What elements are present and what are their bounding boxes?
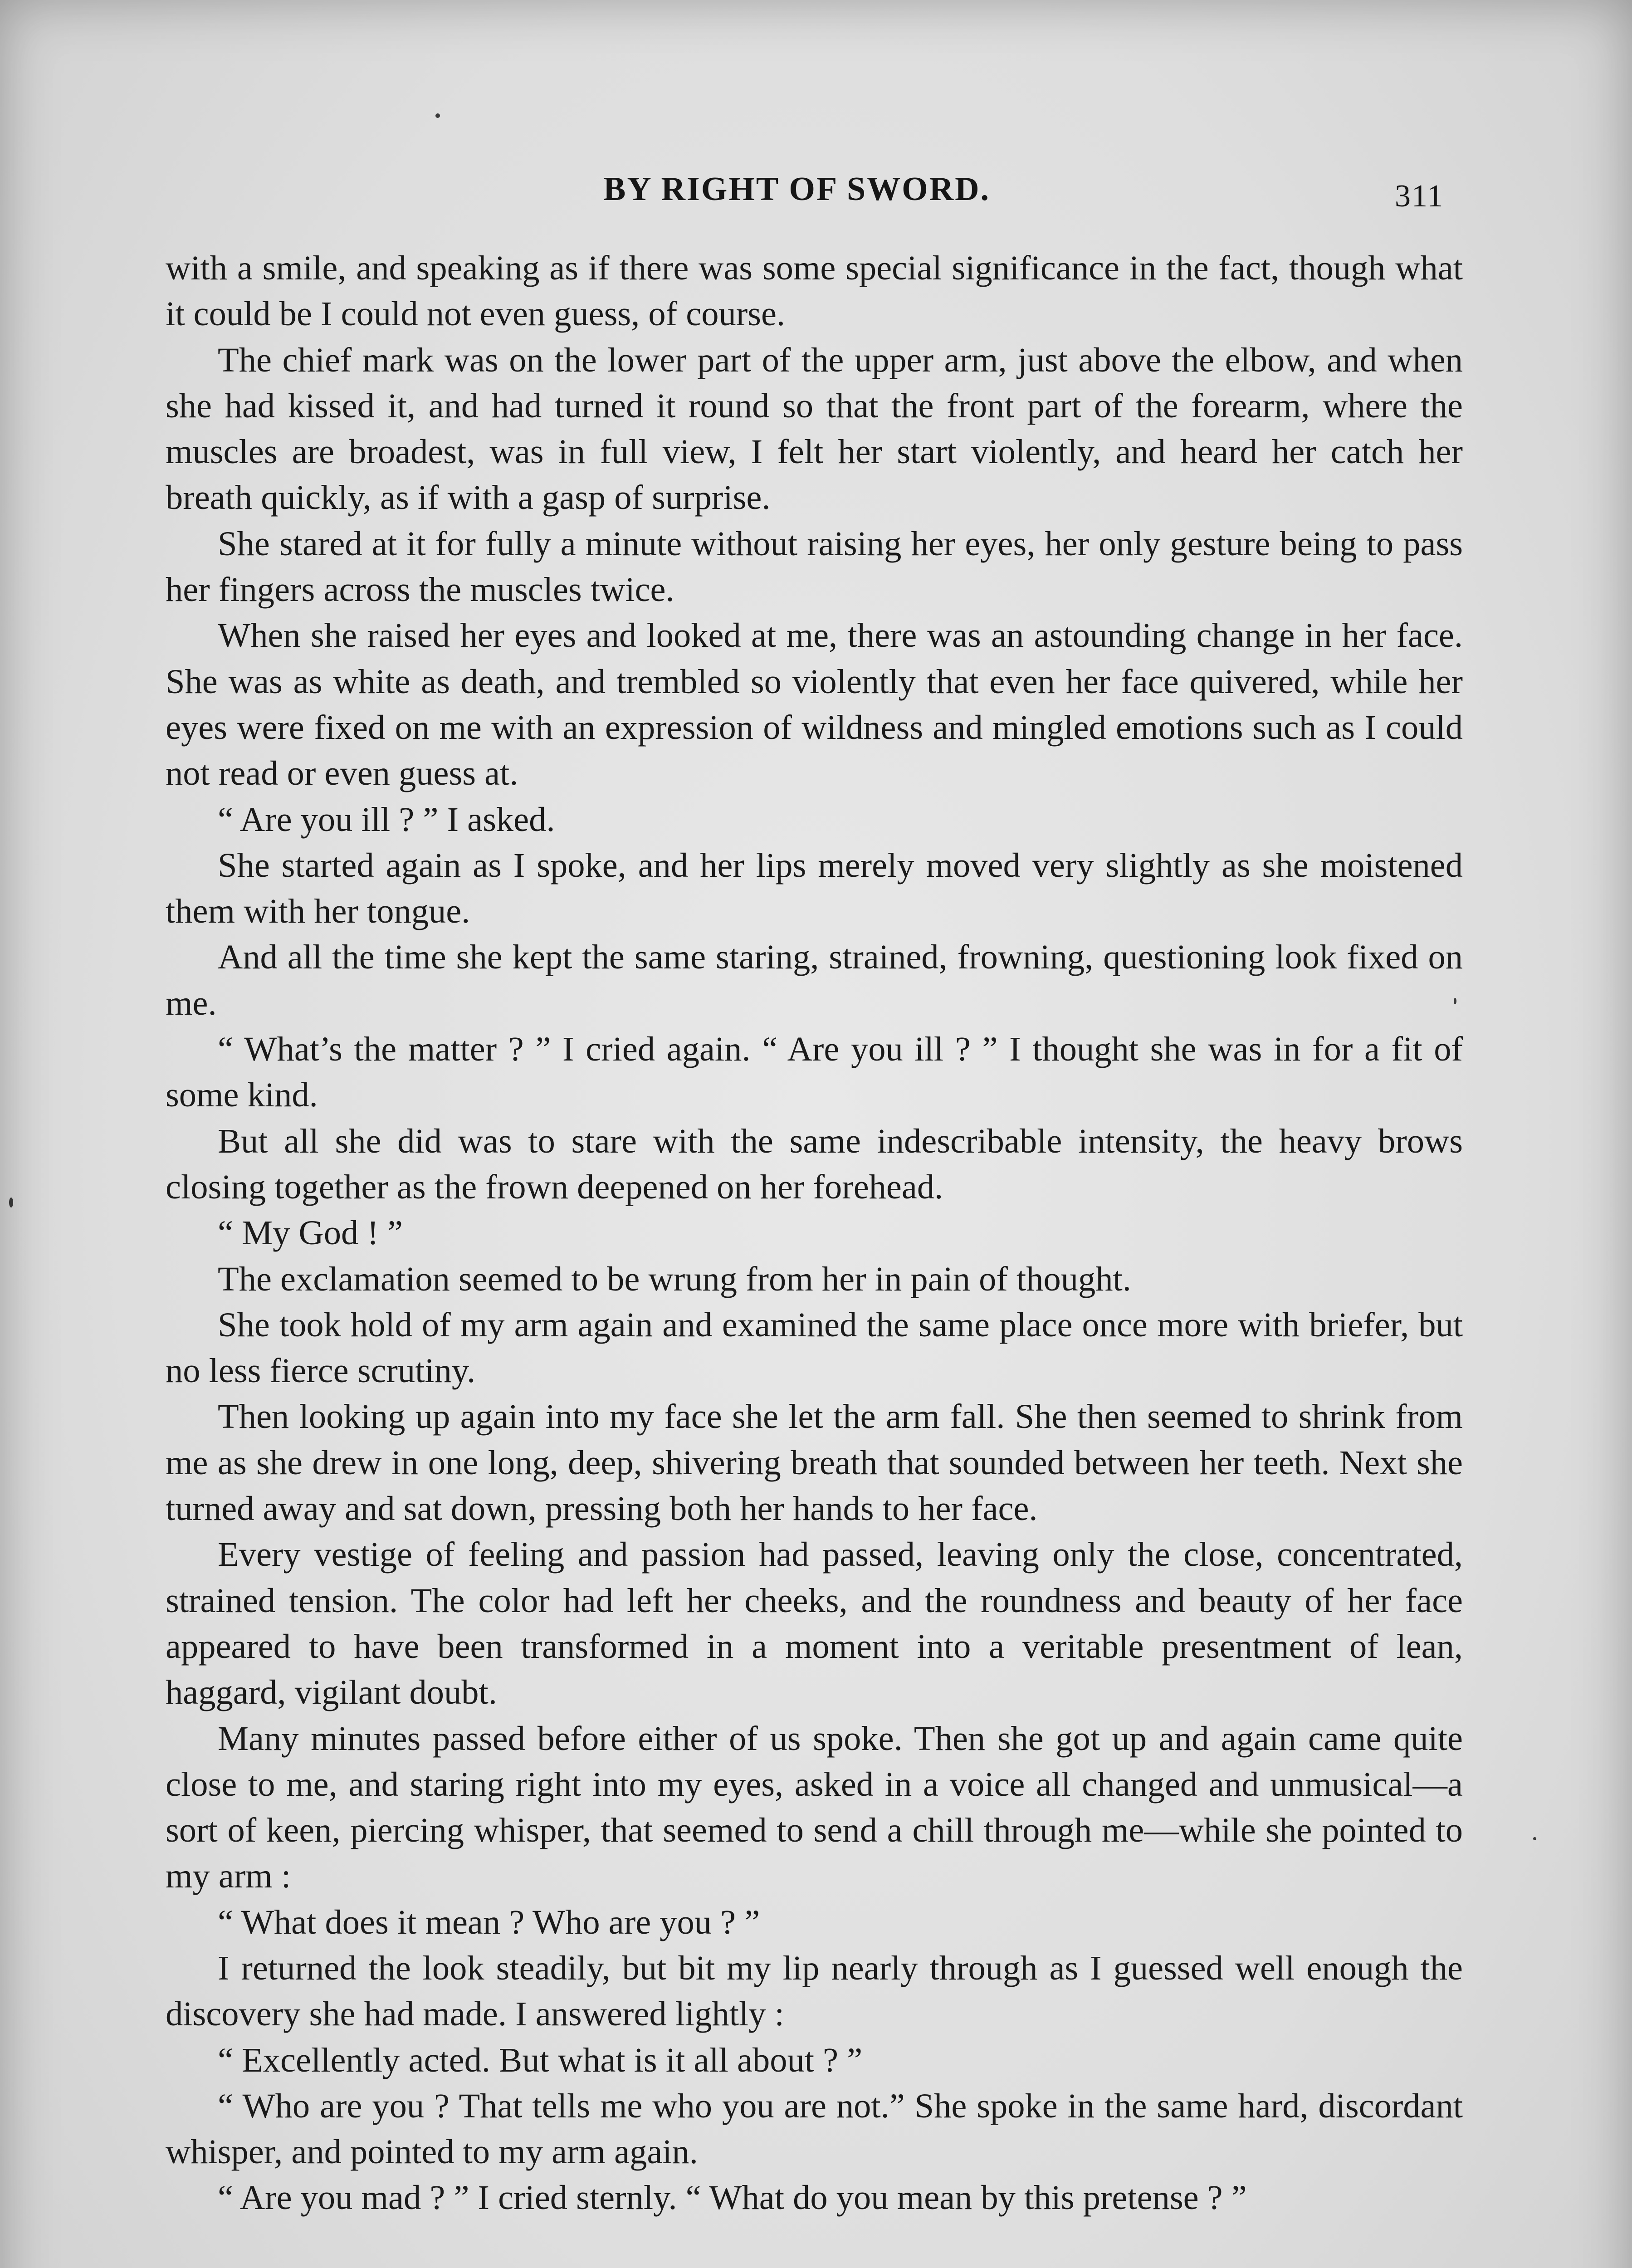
paragraph: When she raised her eyes and looked at me, there was an astounding change in her face. She was as white as death, and trembled so violently that even her face quivered, while her eyes were fixed on me with an expression of wildness and mingled emotions such as I could not read or even guess at. [166, 616, 1463, 793]
page-number: 311 [1395, 179, 1444, 214]
paragraph: She stared at it for fully a minute without raising her eyes, her only gesture being to pass her fingers across the muscles twice. [166, 524, 1463, 609]
paper-speck [1533, 1837, 1536, 1840]
running-head [0, 170, 1632, 220]
paragraph: She started again as I spoke, and her lips merely moved very slightly as she moistened them with her tongue. [166, 846, 1463, 931]
paragraph: And all the time she kept the same staring, strained, frowning, questioning look fixed on me. [166, 938, 1463, 1022]
paragraph: The exclamation seemed to be wrung from her in pain of thought. [218, 1259, 1131, 1298]
paragraph: “ What’s the matter ? ” I cried again. “ Are you ill ? ” I thought she was in for a fit of some kind. [166, 1030, 1463, 1114]
paragraph: “ Excellently acted. But what is it all about ? ” [218, 2040, 863, 2079]
paragraph: She took hold of my arm again and examined the same place once more with briefer, but no less fierce scrutiny. [166, 1305, 1463, 1390]
paragraph: Every vestige of feeling and passion had passed, leaving only the close, concentrated, strained tension. The color had left her cheeks, and the roundness and beauty of her face appeared to have been transformed in a moment into a veritable presentment of lean, haggard, vigilant doubt. [166, 1535, 1463, 1712]
paragraph: “ My God ! ” [218, 1213, 403, 1252]
paragraph: with a smile, and speaking as if there was some special significance in the fact, though what it could be I could not even guess, of course. [166, 249, 1463, 333]
paragraph: “ Are you ill ? ” I asked. [218, 800, 555, 839]
paragraph: Then looking up again into my face she let the arm fall. She then seemed to shrink from me as she drew in one long, deep, shivering breath that sounded between her teeth. Next she turned away and sat down, pressing both her hands to her face. [166, 1397, 1463, 1528]
paragraph: “ Are you mad ? ” I cried sternly. “ What do you mean by this pretense ? ” [218, 2178, 1247, 2217]
paragraph: The chief mark was on the lower part of the upper arm, just above the elbow, and when she had kissed it, and had turned it round so that the front part of the forearm, where the muscles are broadest, was in full view, I felt her start violently, and heard her catch her breath quickly, as if with a gasp of surprise. [166, 340, 1463, 517]
paper-speck [435, 113, 440, 118]
paper-speck [1454, 998, 1456, 1004]
body-text [166, 245, 1463, 2221]
running-title: BY RIGHT OF SWORD. [603, 171, 991, 208]
paragraph: But all she did was to stare with the same indescribable intensity, the heavy brows closing together as the frown deepened on her forehead. [166, 1121, 1463, 1206]
paragraph: “ Who are you ? That tells me who you are not.” She spoke in the same hard, discordant whisper, and pointed to my arm again. [166, 2086, 1463, 2171]
paragraph: Many minutes passed before either of us spoke. Then she got up and again came quite close to me, and staring right into my eyes, asked in a voice all changed and unmusical—a sort of keen, piercing whisper, that seemed to send a chill through me—while she pointed to my arm : [166, 1719, 1463, 1896]
paragraph: I returned the look steadily, but bit my lip nearly through as I guessed well enough the discovery she had made. I answered lightly : [166, 1948, 1463, 2033]
paper-speck [9, 1198, 13, 1207]
paragraph: “ What does it mean ? Who are you ? ” [218, 1902, 760, 1941]
